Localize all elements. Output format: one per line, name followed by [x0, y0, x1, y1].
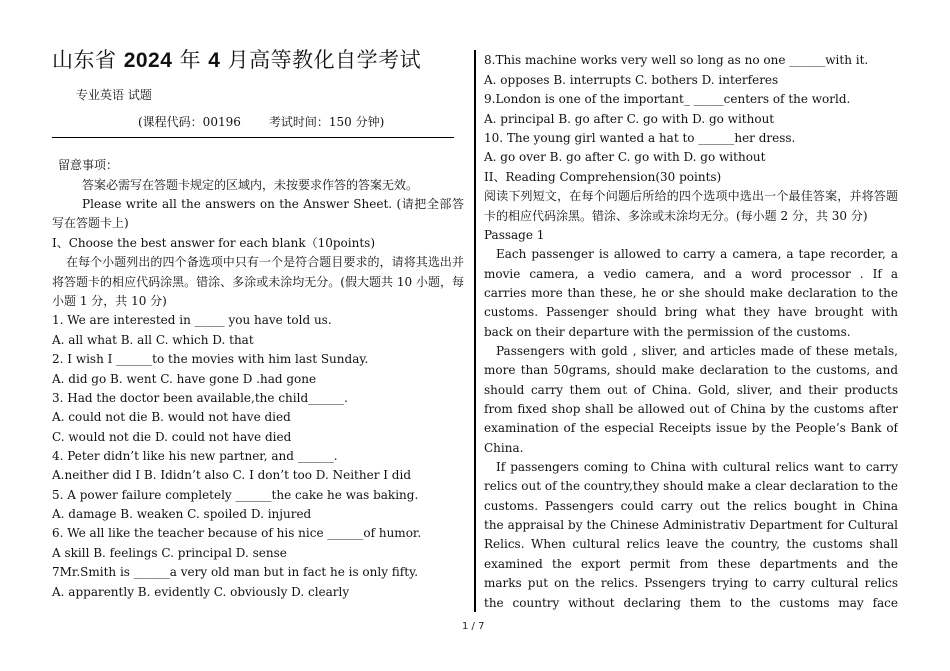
right-column-text-line: movie camera, a vedio camera, and a word processor . If a: [484, 267, 898, 281]
course-info: [138, 113, 384, 130]
left-column-text-line: A. did go B. went C. have gone D .had gone: [52, 372, 317, 386]
left-column-text-line: A. apparently B. evidently C. obviously D. clearly: [52, 585, 350, 599]
right-column-text-line: from fixed shop shall be allowed out of China by the customs after: [484, 402, 898, 416]
title-year: 2024: [123, 49, 173, 72]
right-column-text-line: carries more than these, he or she should make declaration to the: [484, 286, 898, 300]
course-code: (课程代码：00196: [138, 115, 241, 129]
column-divider: [474, 50, 476, 612]
right-column-text-line: relics out of the country,they should make a clear declaration to the: [484, 479, 898, 493]
right-column-text-line: A. opposes B. interrupts C. bothers D. interferes: [484, 73, 779, 87]
right-column-text-line: A. go over B. go after C. go with D. go without: [484, 150, 766, 164]
left-column-text-line: 4. Peter didn’t like his new partner, and ______.: [52, 449, 338, 463]
title-text: 月高等教化自学考试: [220, 48, 422, 72]
exam-time: 考试时间：150 分钟): [268, 115, 385, 129]
right-column-text-line: customs. Passengers could carry out the relics bought in China: [484, 499, 898, 513]
left-column-text-line: 将答题卡的相应代码涂黑。错涂、多涂或未涂均无分。(假大题共 10 小题，每: [52, 275, 464, 289]
right-column-text-line: Passengers with gold , sliver, and articles made of these metals,: [496, 344, 898, 358]
left-column-text-line: 3. Had the doctor been available,the child______.: [52, 391, 348, 405]
left-column-text-line: A.neither did I B. Ididn’t also C. I don’t too D. Neither I did: [52, 468, 412, 482]
right-column-text-line: 阅读下列短文，在每个问题后所给的四个选项中选出一个最佳答案，并将答题: [484, 189, 898, 203]
right-column-text-line: the appraisal by the Chinese Administrativ Department for Cultural: [484, 518, 898, 532]
right-column-text-line: Passage 1: [484, 228, 545, 242]
right-column-text-line: back on their departure with the permission of the customs.: [484, 325, 851, 339]
exam-title: [52, 44, 421, 74]
left-column-text-line: A. damage B. weaken C. spoiled D. injured: [52, 507, 312, 521]
right-column-text-line: 卡的相应代码涂黑。错涂、多涂或未涂均无分。(每小题 2 分，共 30 分): [484, 209, 868, 223]
page-number: 1 / 7: [462, 621, 485, 632]
right-column-text-line: 8.This machine works very well so long as no one ______with it.: [484, 53, 869, 67]
title-text: 年: [172, 48, 209, 72]
left-column-text-line: 小题 1 分，共 10 分): [52, 294, 167, 308]
right-column-text-line: should carry them out of China. Gold, sliver, and their products: [484, 383, 898, 397]
right-column-text-line: II、Reading Comprehension(30 points): [484, 170, 722, 184]
left-column-text-line: 5. A power failure completely ______the cake he was baking.: [52, 488, 419, 502]
right-column-text-line: the country without declaring them to the customs may face: [484, 596, 898, 610]
left-column-text-line: 答案必需写在答题卡规定的区域内，未按要求作答的答案无效。: [82, 178, 419, 192]
left-column-text-line: 在每个小题列出的四个备选项中只有一个是符合题目要求的，请将其选出并: [66, 255, 464, 269]
right-column-text-line: 9.London is one of the important_ _____centers of the world.: [484, 92, 851, 106]
right-column-text-line: Each passenger is allowed to carry a camera, a tape recorder, a: [496, 247, 898, 261]
title-month: 4: [208, 49, 221, 72]
left-column-text-line: 留意事项：: [58, 158, 119, 172]
left-column-text-line: A skill B. feelings C. principal D. sense: [52, 546, 287, 560]
left-column-text-line: 2. I wish I ______to the movies with him last Sunday.: [52, 352, 369, 366]
right-column-text-line: more than 50grams, should make declaration to the customs, and: [484, 363, 898, 377]
left-column-text-line: C. would not die D. could not have died: [52, 430, 292, 444]
left-column-text-line: I、Choose the best answer for each blank（10points): [52, 236, 375, 250]
left-column-text-line: 7Mr.Smith is ______a very old man but in fact he is only fifty.: [52, 565, 419, 579]
header-divider: [52, 137, 454, 138]
right-column-text-line: examination of the especial Receipts issue by the People’s Bank of: [484, 421, 898, 435]
right-column-text-line: Relics. When cultural relics leave the country, the customs shall: [484, 537, 898, 551]
left-column-text-line: 写在答题卡上): [52, 216, 129, 230]
right-column-text-line: marks put on the relics. Pssengers trying to carry cultural relics: [484, 576, 898, 590]
left-column-text-line: A. all what B. all C. which D. that: [52, 333, 254, 347]
left-column-text-line: A. could not die B. would not have died: [52, 410, 291, 424]
right-column-text-line: customs. Passenger should bring what they have brought with: [484, 305, 898, 319]
right-column-text-line: If passengers coming to China with cultural relics want to carry: [496, 460, 898, 474]
right-column-text-line: examined the export permit from these departments and the: [484, 557, 898, 571]
left-column-text-line: Please write all the answers on the Answer Sheet. (请把全部答: [82, 197, 464, 211]
subject-line: 专业英语 试题: [76, 88, 152, 102]
left-column-text-line: 6. We all like the teacher because of his nice ______of humor.: [52, 526, 422, 540]
right-column-text-line: A. principal B. go after C. go with D. go without: [484, 112, 775, 126]
right-column-text-line: 10. The young girl wanted a hat to ______her dress.: [484, 131, 796, 145]
title-text: 山东省: [52, 48, 124, 72]
left-column-text-line: 1. We are interested in _____ you have told us.: [52, 313, 332, 327]
right-column-text-line: China.: [484, 441, 524, 455]
